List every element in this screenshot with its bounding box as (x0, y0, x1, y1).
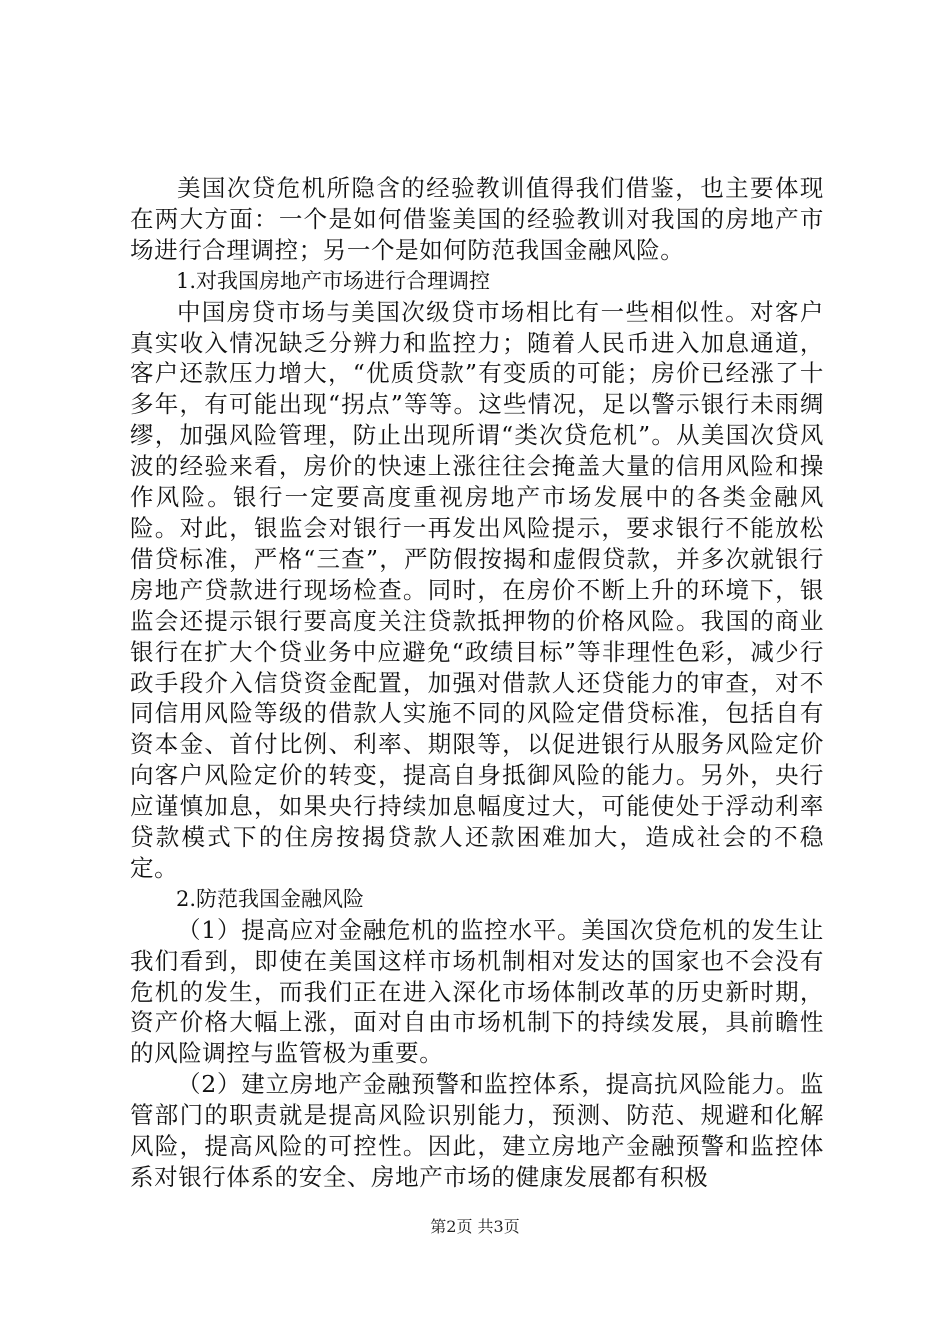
section-heading-1: 1.对我国房地产市场进行合理调控 (176, 268, 491, 293)
paragraph-point-1: （1）提高应对金融危机的监控水平。美国次贷危机的发生让我们看到，即使在美国这样市场机制相对发达的国家也不会没有危机的发生，而我们正在进入深化市场体制改革的历史新时期，资产价格大幅上涨，面对自由市场机制下的持续发展，具前瞻性的风险调控与监管极为重要。 (130, 915, 824, 1068)
document-body (130, 173, 824, 1193)
page-number-footer: 第2页 共3页 (430, 1217, 520, 1236)
paragraph-intro: 美国次贷危机所隐含的经验教训值得我们借鉴，也主要体现在两大方面：一个是如何借鉴美国的经验教训对我国的房地产市场进行合理调控；另一个是如何防范我国金融风险。 (130, 174, 824, 264)
paragraph-section-1: 中国房贷市场与美国次级贷市场相比有一些相似性。对客户真实收入情况缺乏分辨力和监控力；随着人民币进入加息通道，客户还款压力增大，“优质贷款”有变质的可能；房价已经涨了十多年，有可能出现“拐点”等等。这些情况，足以警示银行未雨绸缪，加强风险管理，防止出现所谓“类次贷危机”。从美国次贷风波的经验来看，房价的快速上涨往往会掩盖大量的信用风险和操作风险。银行一定要高度重视房地产市场发展中的各类金融风险。对此，银监会对银行一再发出风险提示，要求银行不能放松借贷标准，严格“三查”，严防假按揭和虚假贷款，并多次就银行房地产贷款进行现场检查。同时，在房价不断上升的环境下，银监会还提示银行要高度关注贷款抵押物的价格风险。我国的商业银行在扩大个贷业务中应避免“政绩目标”等非理性色彩，减少行政手段介入信贷资金配置，加强对借款人还贷能力的审查，对不同信用风险等级的借款人实施不同的风险定借贷标准，包括自有资本金、首付比例、利率、期限等，以促进银行从服务风险定价向客户风险定价的转变，提高自身抵御风险的能力。另外，央行应谨慎加息，如果央行持续加息幅度过大，可能使处于浮动利率贷款模式下的住房按揭贷款人还款困难加大，造成社会的不稳定。 (130, 297, 824, 882)
section-heading-2: 2.防范我国金融风险 (176, 886, 365, 911)
paragraph-point-2: （2）建立房地产金融预警和监控体系，提高抗风险能力。监管部门的职责就是提高风险识别能力，预测、防范、规避和化解风险，提高风险的可控性。因此，建立房地产金融预警和监控体系对银行体系的安全、房地产市场的健康发展都有积极 (130, 1070, 824, 1191)
